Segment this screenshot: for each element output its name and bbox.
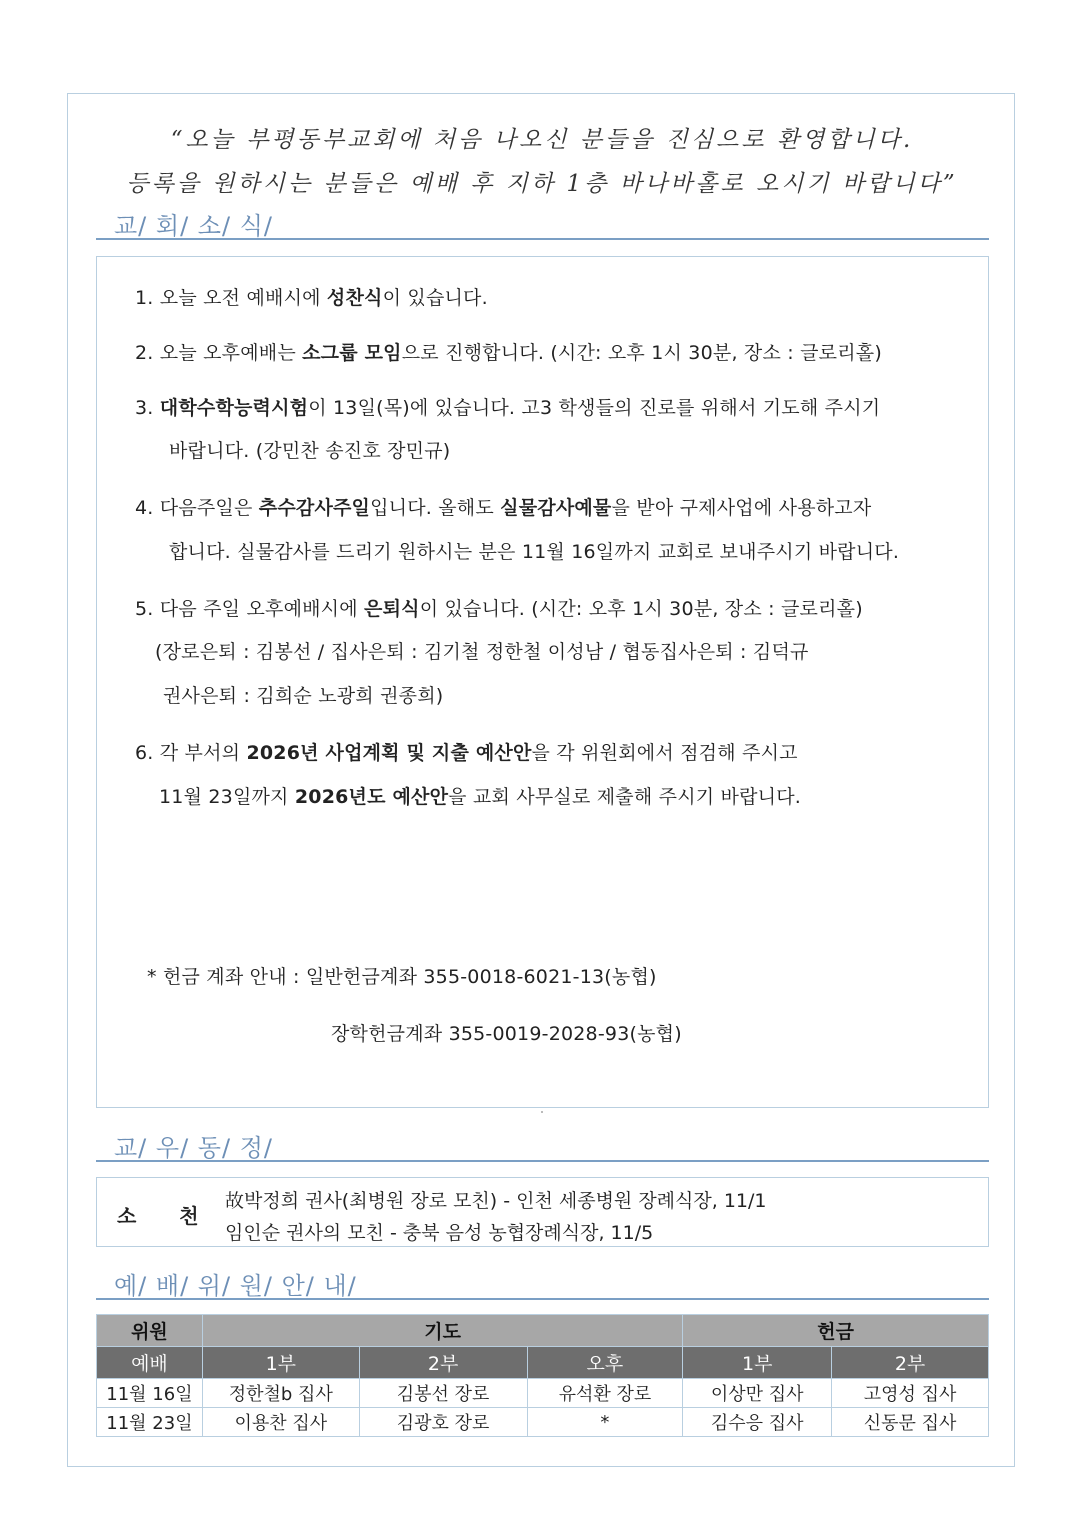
duty-section-title: 예/ 배/ 위/ 원/ 안/ 내/: [114, 1272, 357, 1300]
news-highlight: 실물감사예물: [500, 497, 612, 519]
condolence-section-heading: [96, 1132, 989, 1162]
news-highlight: 추수감사주일: [258, 497, 371, 519]
news-text: 을 각 위원회에서 점검해 주시고: [531, 742, 798, 764]
news-highlight: 대학수학능력시험: [159, 397, 309, 419]
duty-table: [96, 1314, 989, 1437]
news-text: 이 13일(목)에 있습니다. 고3 학생들의 진로를 위해서 기도해 주시기: [308, 397, 881, 419]
news-highlight: 성찬식: [326, 287, 383, 309]
duty-prayer-1: 이용찬 집사: [202, 1408, 359, 1437]
news-item-6: [135, 738, 798, 765]
duty-header-prayer-afternoon: 오후: [527, 1347, 683, 1379]
duty-header-service: 예배: [97, 1347, 203, 1379]
news-item-3: [135, 393, 880, 420]
duty-offering-1: 이상만 집사: [683, 1379, 832, 1408]
condolence-line-1: 故박정희 권사(최병원 장로 모친) - 인천 세종병원 장례식장, 11/1: [225, 1190, 767, 1212]
news-item-5-cont-1: (장로은퇴 : 김봉선 / 집사은퇴 : 김기철 정한철 이성남 / 협동집사은퇴 : 김덕규: [155, 641, 809, 663]
duty-header-row-2: [97, 1347, 989, 1379]
duty-header-prayer-2: 2부: [359, 1347, 527, 1379]
news-text: 을 교회 사무실로 제출해 주시기 바랍니다.: [448, 786, 801, 808]
duty-offering-2: 고영성 집사: [832, 1379, 989, 1408]
news-item-5-cont-2: 권사은퇴 : 김희순 노광희 권종희): [163, 685, 444, 707]
duty-prayer-2: 김광호 장로: [359, 1408, 527, 1437]
condolence-section-title: 교/ 우/ 동/ 정/: [114, 1134, 273, 1162]
duty-date: 11월 16일: [97, 1379, 203, 1408]
welcome-message: [96, 118, 988, 206]
welcome-line-2: 등록을 원하시는 분들은 예배 후 지하 1층 바나바홀로 오시기 바랍니다”: [126, 171, 958, 197]
news-section-heading: [96, 210, 989, 240]
duty-header-committee: 위원: [97, 1315, 203, 1347]
table-row: [97, 1379, 989, 1408]
news-text: 입니다. 올해도: [370, 497, 501, 519]
duty-header-row-1: [97, 1315, 989, 1347]
duty-date: 11월 23일: [97, 1408, 203, 1437]
duty-offering-2: 신동문 집사: [832, 1408, 989, 1437]
duty-offering-1: 김수응 집사: [683, 1408, 832, 1437]
duty-header-offering-1: 1부: [683, 1347, 832, 1379]
news-highlight: 2026년도 예산안: [294, 786, 449, 808]
news-highlight: 은퇴식: [364, 598, 420, 620]
news-text: 11월 23일까지: [159, 786, 295, 808]
duty-header-offering: 헌금: [683, 1315, 989, 1347]
news-item-6-cont: [159, 782, 801, 809]
duty-header-prayer: 기도: [202, 1315, 682, 1347]
duty-prayer-afternoon: 유석환 장로: [527, 1379, 683, 1408]
welcome-line-1: “오늘 부평동부교회에 처음 나오신 분들을 진심으로 환영합니다.: [170, 127, 914, 153]
news-text: 이 있습니다. (시간: 오후 1시 30분, 장소 : 글로리홀): [419, 598, 863, 620]
news-item-1: [135, 283, 488, 310]
news-item-2: [135, 338, 882, 365]
news-text: 4. 다음주일은: [135, 497, 259, 519]
news-text: 5. 다음 주일 오후예배시에: [135, 598, 365, 620]
duty-prayer-1: 정한철b 집사: [202, 1379, 359, 1408]
news-section-title: 교/ 회/ 소/ 식/: [114, 212, 273, 240]
offering-account-1: * 헌금 계좌 안내 : 일반헌금계좌 355-0018-6021-13(농협): [147, 966, 657, 988]
stray-dot: [541, 1111, 543, 1113]
offering-account-2: 장학헌금계좌 355-0019-2028-93(농협): [331, 1023, 682, 1045]
news-text: 2. 오늘 오후예배는: [135, 342, 303, 364]
duty-prayer-afternoon: *: [527, 1408, 683, 1437]
news-item-3-cont: 바랍니다. (강민찬 송진호 장민규): [169, 440, 451, 462]
news-text: 6. 각 부서의: [135, 742, 247, 764]
news-box: [96, 256, 989, 1108]
condolence-box: [96, 1177, 989, 1247]
table-row: [97, 1408, 989, 1437]
news-highlight: 소그룹 모임: [302, 342, 402, 364]
news-text: 이 있습니다.: [382, 287, 488, 309]
news-item-4: [135, 493, 871, 520]
condolence-label: 소 천: [117, 1204, 199, 1228]
duty-header-prayer-1: 1부: [202, 1347, 359, 1379]
duty-header-offering-2: 2부: [832, 1347, 989, 1379]
news-text: 1. 오늘 오전 예배시에: [135, 287, 327, 309]
duty-prayer-2: 김봉선 장로: [359, 1379, 527, 1408]
news-text: 을 받아 구제사업에 사용하고자: [611, 497, 872, 519]
condolence-line-2: 임인순 권사의 모친 - 충북 음성 농협장례식장, 11/5: [225, 1222, 654, 1244]
news-text: 으로 진행합니다. (시간: 오후 1시 30분, 장소 : 글로리홀): [401, 342, 882, 364]
duty-section-heading: [96, 1270, 989, 1300]
news-highlight: 2026년 사업계획 및 지출 예산안: [246, 742, 532, 764]
news-text: 3.: [135, 397, 160, 419]
news-item-4-cont: 합니다. 실물감사를 드리기 원하시는 분은 11월 16일까지 교회로 보내주시기 바랍니다.: [169, 541, 900, 563]
news-item-5: [135, 594, 863, 621]
